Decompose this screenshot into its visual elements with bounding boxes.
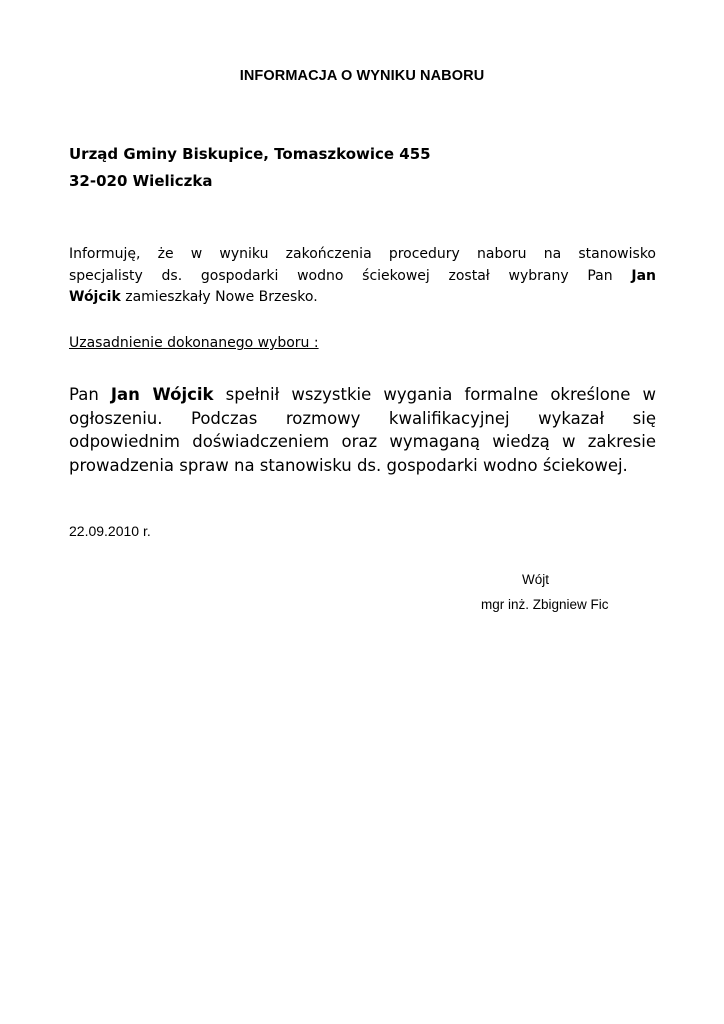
candidate-last-name: Wójcik: [69, 289, 121, 305]
announcement-line-3-text: zamieszkały Nowe Brzesko.: [125, 289, 318, 305]
justification-line-4: prowadzenia spraw na stanowisku ds. gospodarki wodno ściekowej.: [69, 455, 628, 475]
signer-role: Wójt: [522, 572, 549, 587]
announcement-line-1: Informuję, że w wyniku zakończenia procedury naboru na stanowisko: [69, 246, 656, 262]
document-title: INFORMACJA O WYNIKU NABORU: [239, 68, 485, 84]
document-date: 22.09.2010 r.: [69, 523, 151, 539]
justification-paragraph: [69, 383, 656, 477]
justification-line-3: odpowiednim doświadczeniem oraz wymaganą wiedzą w zakresie: [69, 432, 656, 451]
justification-line-1-prefix: Pan: [69, 385, 99, 404]
candidate-full-name: Jan Wójcik: [110, 385, 214, 404]
announcement-line-2: [69, 266, 656, 288]
signer-name: mgr inż. Zbigniew Fic: [481, 597, 609, 612]
address-line-2: 32-020 Wieliczka: [69, 172, 213, 190]
announcement-paragraph: [69, 244, 656, 309]
announcement-line-3: [69, 287, 656, 309]
justification-line-2: ogłoszeniu. Podczas rozmowy kwalifikacyjnej wykazał się: [69, 408, 656, 428]
justification-line-1: [69, 383, 656, 407]
candidate-first-name: Jan: [631, 267, 657, 284]
announcement-line-2-text: specjalisty ds. gospodarki wodno ściekowej został wybrany Pan: [69, 267, 613, 284]
justification-line-1-text: spełnił wszystkie wygania formalne określone w: [225, 385, 657, 404]
justification-heading: Uzasadnienie dokonanego wyboru :: [69, 335, 319, 351]
address-line-1: Urząd Gminy Biskupice, Tomaszkowice 455: [69, 145, 431, 163]
